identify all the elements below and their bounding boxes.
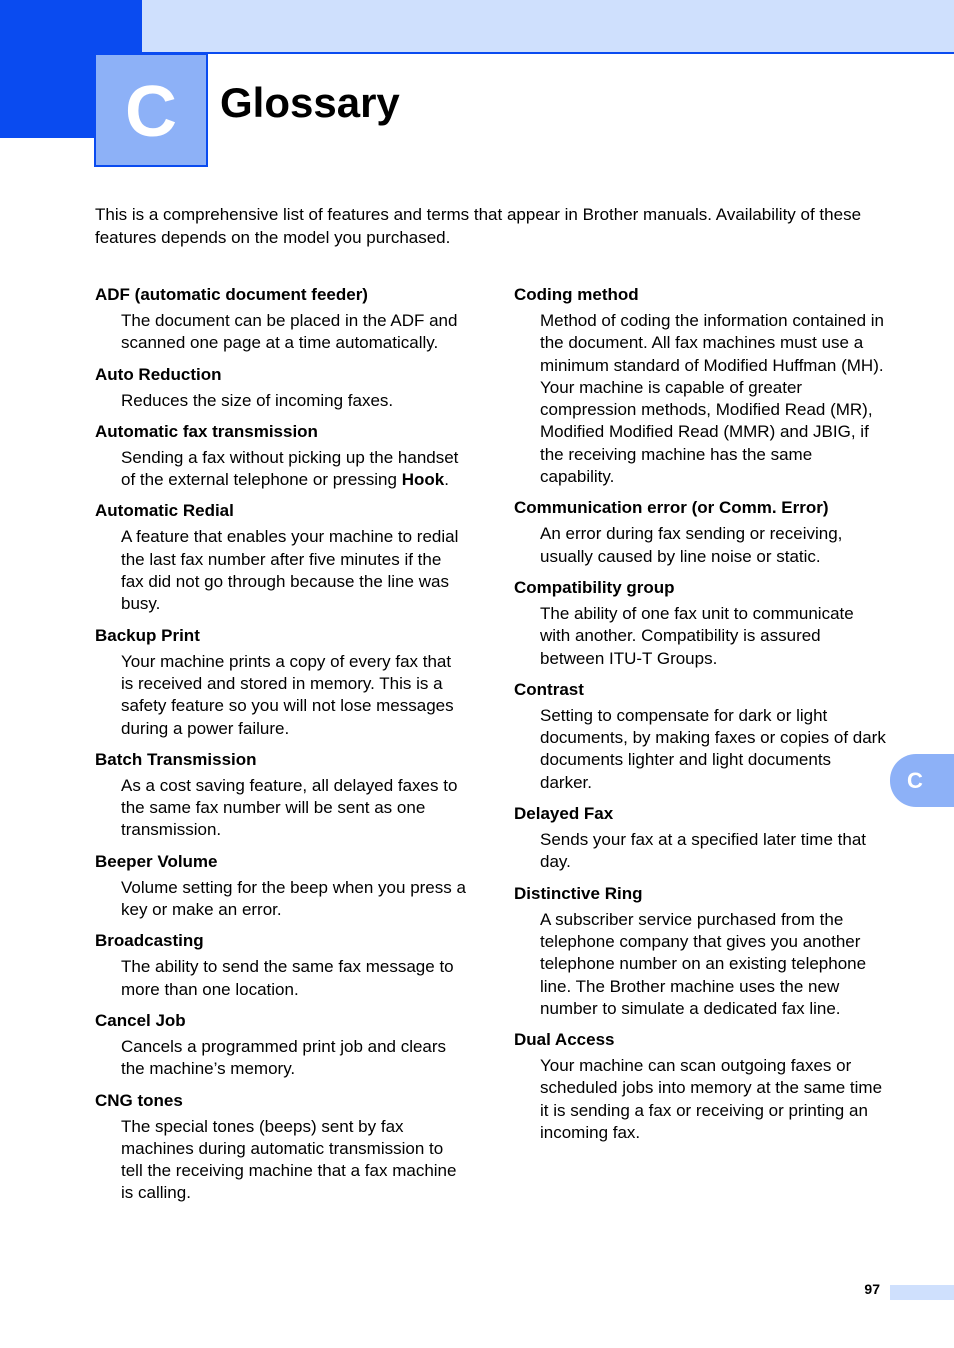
glossary-definition: The special tones (beeps) sent by fax machines during automatic transmission to tell the receiving machine that a fax machine is calling. [121,1116,457,1203]
glossary-entry [95,1010,467,1081]
glossary-definition: A subscriber service purchased from the telephone company that gives you another telephone number on an existing telephone line. The Brother machine uses the new number to simulate a dedicated fax line. [540,909,867,1018]
glossary-definition: Setting to compensate for dark or light documents, by making faxes or copies of dark documents lighter and light documents darker. [540,705,886,792]
glossary-definition: The document can be placed in the ADF and scanned one page at a time automatically. [121,311,458,353]
glossary-term: ADF (automatic document feeder) [95,285,368,304]
glossary-entry [95,284,467,355]
glossary-term: Batch Transmission [95,749,257,769]
glossary-term: Dual Access [514,1030,615,1050]
glossary-term: Contrast [514,679,584,699]
glossary-definition: Sends your fax at a specified later time that day. [540,830,867,872]
glossary-entry [95,625,467,740]
glossary-term: CNG tones [95,1090,183,1110]
glossary-entry [514,803,886,874]
header-band [142,0,954,54]
glossary-definition: Method of coding the information contained in the document. All fax machines must use a minimum standard of Modified Huffman (MH). Your machine is capable of greater compression methods, Modified Read (MR), Modified Modified Read (MMR) and JBIG, if the receiving machine has the same capability. [540,311,885,487]
glossary-term: Automatic Redial [95,501,234,521]
glossary-definition: As a cost saving feature, all delayed faxes to the same fax number will be sent as one transmission. [121,775,458,840]
definition-text: Sending a fax without picking up the handset of the external telephone or pressing [121,447,459,490]
glossary-column-right [514,284,886,1153]
glossary-entry [514,1029,886,1144]
glossary-definition: Volume setting for the beep when you press a key or make an error. [121,877,466,920]
glossary-definition: The ability of one fax unit to communicate with another. Compatibility is assured between ITU-T Groups. [540,603,854,668]
glossary-definition: An error during fax sending or receiving, usually caused by line noise or static. [540,524,843,566]
intro-paragraph: This is a comprehensive list of features and terms that appear in Brother manuals. Availability of these features depends on the model you purchased. [95,205,862,247]
definition-text: . [444,470,449,490]
glossary-term: Distinctive Ring [514,883,643,903]
page-number: 97 [864,1281,880,1297]
glossary-term: Communication error (or Comm. Error) [514,498,829,518]
glossary-definition: Your machine prints a copy of every fax that is received and stored in memory. This is a safety feature so you will not lose messages during a power failure. [121,651,454,738]
glossary-entry [95,421,467,492]
glossary-term: Broadcasting [95,931,204,951]
glossary-entry [514,497,886,568]
glossary-entry [95,1090,467,1205]
glossary-entry [95,930,467,1001]
glossary-definition [121,447,467,492]
glossary-definition: The ability to send the same fax message to more than one location. [121,957,454,999]
glossary-entry [95,500,467,615]
glossary-entry [95,364,467,412]
glossary-entry [514,577,886,670]
glossary-term: Beeper Volume [95,851,218,871]
page-number-bar [890,1285,954,1300]
glossary-entry [95,851,467,922]
glossary-term: Cancel Job [95,1010,186,1030]
chapter-letter-badge: C [94,53,208,167]
glossary-term: Delayed Fax [514,804,614,824]
glossary-term: Compatibility group [514,577,675,597]
page-title: Glossary [220,79,400,126]
glossary-term: Automatic fax transmission [95,421,318,441]
glossary-term: Coding method [514,285,639,304]
glossary-definition: Reduces the size of incoming faxes. [121,390,394,410]
glossary-definition: Your machine can scan outgoing faxes or scheduled jobs into memory at the same time it is sending a fax or receiving or printing an incoming fax. [540,1056,883,1143]
glossary-column-left [95,284,467,1214]
glossary-entry [514,679,886,794]
glossary-entry [514,883,886,1020]
glossary-term: Auto Reduction [95,364,222,384]
hook-key-label: Hook [401,470,445,490]
glossary-entry [95,749,467,842]
glossary-definition: A feature that enables your machine to redial the last fax number after five minutes if the fax did not go through because the line was busy. [121,527,459,614]
glossary-definition: Cancels a programmed print job and clears the machine’s memory. [121,1036,447,1079]
glossary-term: Backup Print [95,625,200,645]
glossary-entry [514,284,886,488]
chapter-side-tab: C [890,754,954,807]
